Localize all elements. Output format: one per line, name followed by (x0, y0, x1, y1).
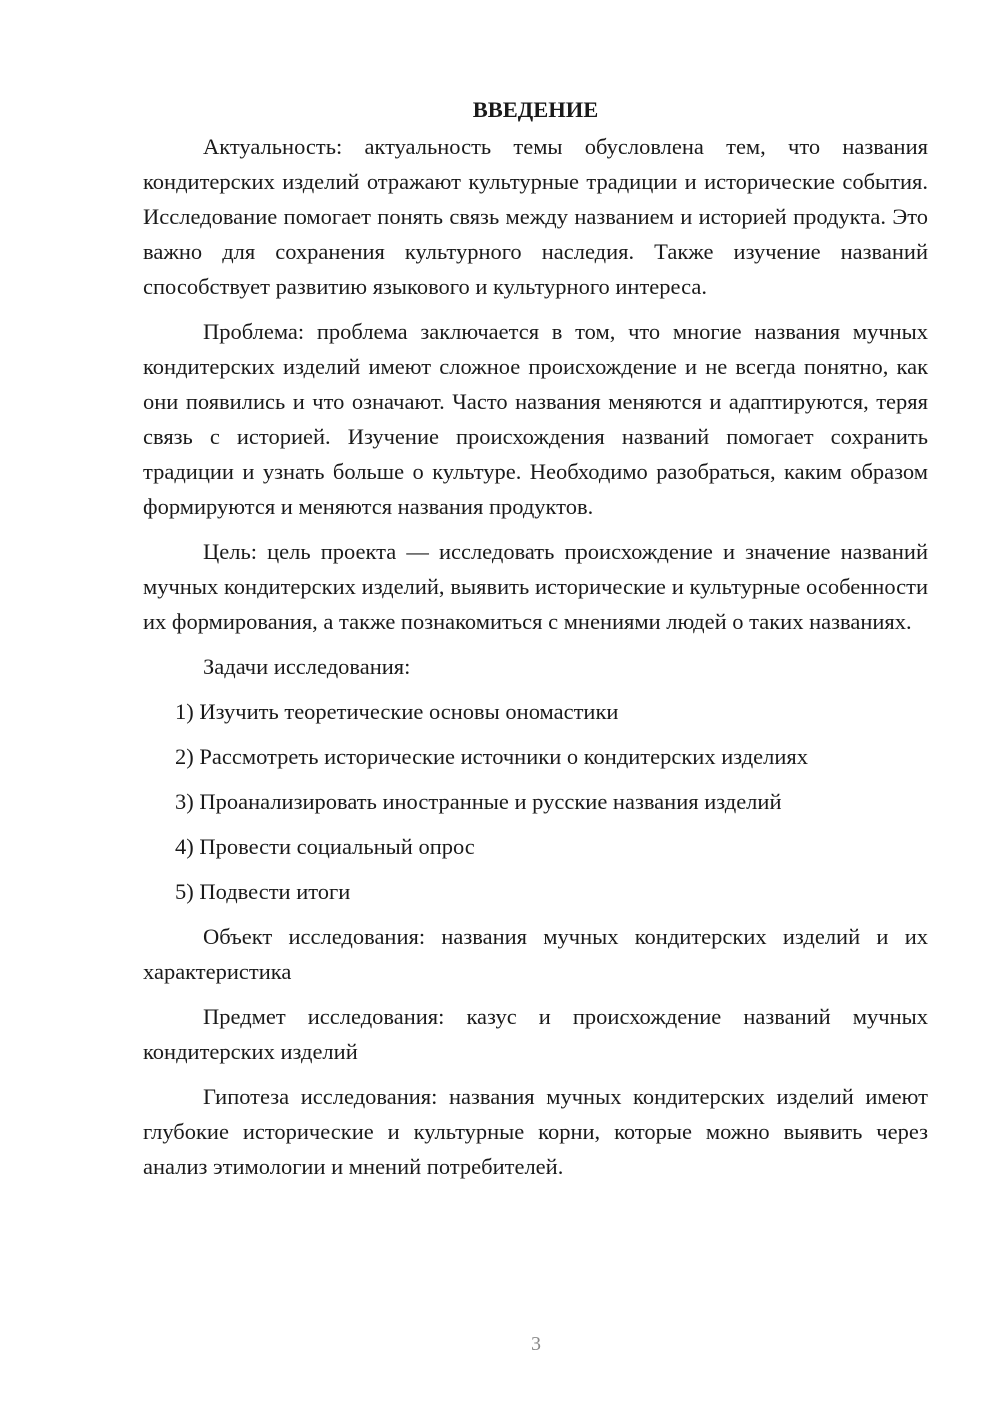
task-item: 2) Рассмотреть исторические источники о кондитерских изделиях (175, 744, 809, 769)
hypothesis-paragraph: Гипотеза исследования: названия мучных кондитерских изделий имеют глубокие исторические и культурные корни, которые можно выявить через анализ этимологии и мнений потребителей. (143, 1084, 928, 1179)
task-item: 1) Изучить теоретические основы ономастики (175, 699, 619, 724)
task-item: 3) Проанализировать иностранные и русские названия изделий (175, 789, 782, 814)
tasks-list (143, 694, 928, 909)
object-paragraph: Объект исследования: названия мучных кондитерских изделий и их характеристика (143, 924, 928, 984)
subject-paragraph: Предмет исследования: казус и происхождение названий мучных кондитерских изделий (143, 1004, 928, 1064)
document-page (143, 92, 928, 1194)
relevance-paragraph: Актуальность: актуальность темы обусловлена тем, что названия кондитерских изделий отражают культурные традиции и исторические события. Исследование помогает понять связь между названием и историей продукта. Это важно для сохранения культурного наследия. Также изучение названий способствует развитию языкового и культурного интереса. (143, 134, 928, 299)
task-item: 5) Подвести итоги (175, 879, 351, 904)
goal-paragraph: Цель: цель проекта — исследовать происхождение и значение названий мучных кондитерских изделий, выявить исторические и культурные особенности их формирования, а также познакомиться с мнениями людей о таких названиях. (143, 539, 928, 634)
problem-paragraph: Проблема: проблема заключается в том, что многие названия мучных кондитерских изделий имеют сложное происхождение и не всегда понятно, как они появились и что означают. Часто названия меняются и адаптируются, теряя связь с историей. Изучение происхождения названий помогает сохранить традиции и узнать больше о культуре. Необходимо разобраться, каким образом формируются и меняются названия продуктов. (143, 319, 928, 519)
page-number: 3 (531, 1333, 541, 1355)
section-title: ВВЕДЕНИЕ (472, 97, 599, 122)
task-item: 4) Провести социальный опрос (175, 834, 475, 859)
tasks-heading: Задачи исследования: (203, 654, 411, 679)
